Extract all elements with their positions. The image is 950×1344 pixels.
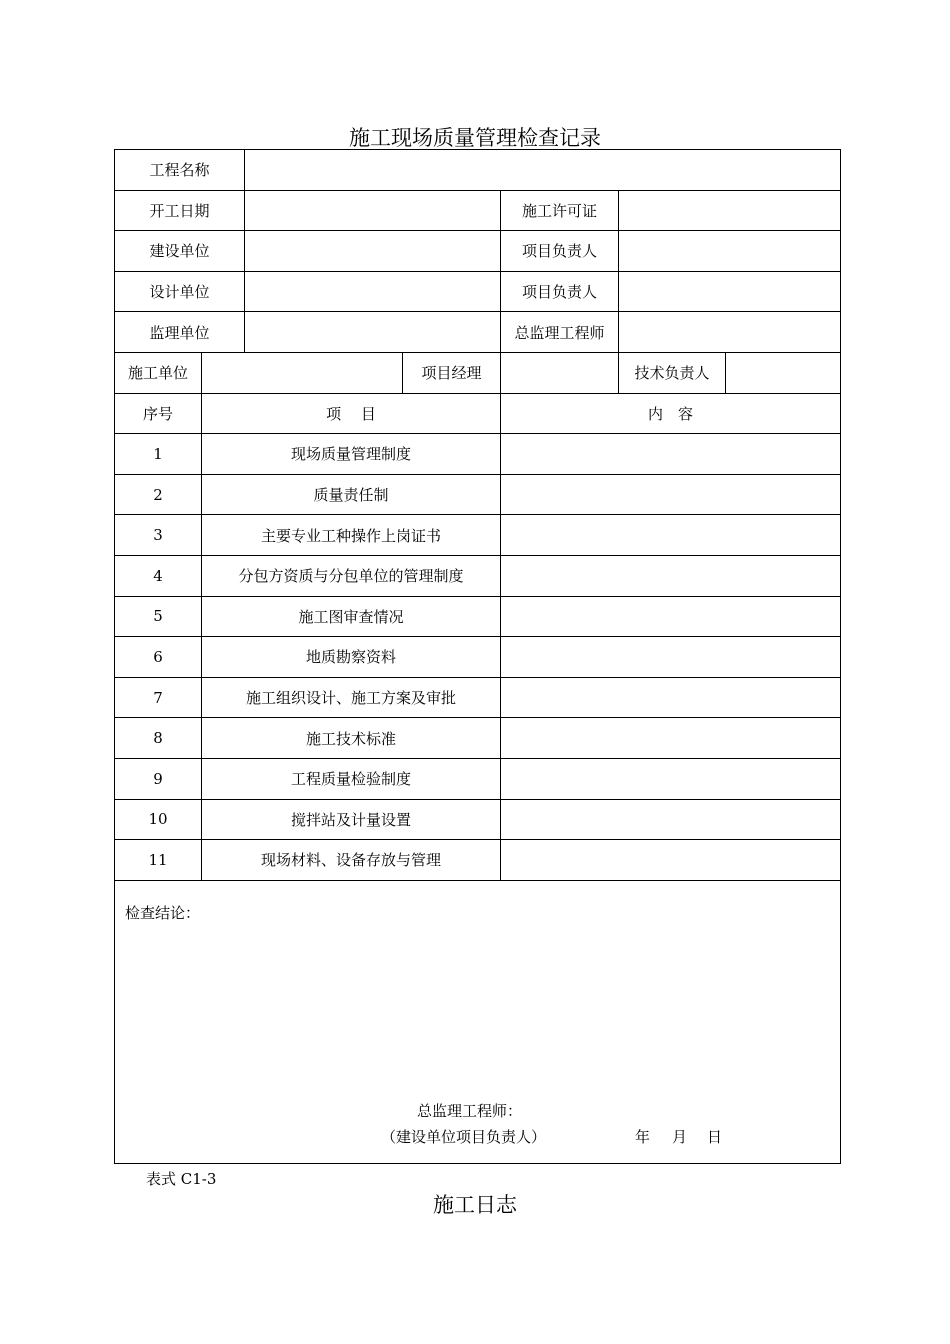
item-name: 搅拌站及计量设置 (202, 799, 501, 840)
project-manager-label: 项目经理 (403, 352, 501, 393)
table-row (115, 758, 841, 799)
owner-unit-field[interactable] (245, 231, 501, 272)
owner-manager-signature-label: （建设单位项目负责人） (381, 1127, 547, 1146)
item-content-field[interactable] (501, 840, 841, 881)
owner-manager-label: 项目负责人 (501, 231, 619, 272)
design-unit-field[interactable] (245, 271, 501, 312)
item-content-field[interactable] (501, 474, 841, 515)
project-name-field[interactable] (245, 150, 841, 191)
table-row (115, 596, 841, 637)
start-date-label: 开工日期 (115, 190, 245, 231)
row-project-name (115, 150, 841, 191)
table-row (115, 434, 841, 475)
chief-supervisor-field[interactable] (619, 312, 841, 353)
item-name: 主要专业工种操作上岗证书 (202, 515, 501, 556)
item-content-field[interactable] (501, 434, 841, 475)
date-day-label: 日 (707, 1127, 723, 1146)
row-column-headers (115, 393, 841, 434)
item-no: 1 (115, 434, 202, 475)
item-content-field[interactable] (501, 677, 841, 718)
supervision-unit-field[interactable] (245, 312, 501, 353)
item-no: 3 (115, 515, 202, 556)
item-name: 施工图审查情况 (202, 596, 501, 637)
col-item-header: 项 目 (202, 393, 501, 434)
tech-lead-label: 技术负责人 (619, 352, 726, 393)
item-no: 11 (115, 840, 202, 881)
item-content-field[interactable] (501, 758, 841, 799)
row-construction-unit (115, 352, 841, 393)
item-no: 6 (115, 637, 202, 678)
table-row (115, 555, 841, 596)
table-row (115, 718, 841, 759)
next-section-title: 施工日志 (433, 1193, 517, 1217)
item-content-field[interactable] (501, 596, 841, 637)
construction-unit-label: 施工单位 (115, 352, 202, 393)
item-name: 分包方资质与分包单位的管理制度 (202, 555, 501, 596)
signature-date (635, 1126, 722, 1147)
form-code: 表式 C1-3 (146, 1170, 217, 1188)
row-owner-unit (115, 231, 841, 272)
inspection-record-table (114, 149, 841, 1164)
item-no: 10 (115, 799, 202, 840)
owner-unit-label: 建设单位 (115, 231, 245, 272)
table-row (115, 677, 841, 718)
item-no: 5 (115, 596, 202, 637)
item-no: 7 (115, 677, 202, 718)
row-conclusion (115, 880, 841, 1163)
date-month-label: 月 (672, 1127, 688, 1146)
table-row (115, 637, 841, 678)
col-content-header: 内 容 (501, 393, 841, 434)
design-manager-field[interactable] (619, 271, 841, 312)
item-no: 8 (115, 718, 202, 759)
permit-field[interactable] (619, 190, 841, 231)
chief-supervisor-label: 总监理工程师 (501, 312, 619, 353)
project-manager-field[interactable] (501, 352, 619, 393)
item-no: 9 (115, 758, 202, 799)
permit-label: 施工许可证 (501, 190, 619, 231)
table-row (115, 474, 841, 515)
item-name: 现场质量管理制度 (202, 434, 501, 475)
item-name: 质量责任制 (202, 474, 501, 515)
start-date-field[interactable] (245, 190, 501, 231)
supervision-unit-label: 监理单位 (115, 312, 245, 353)
page-title: 施工现场质量管理检查记录 (349, 126, 601, 150)
item-content-field[interactable] (501, 637, 841, 678)
design-manager-label: 项目负责人 (501, 271, 619, 312)
table-row (115, 799, 841, 840)
item-content-field[interactable] (501, 515, 841, 556)
date-year-label: 年 (635, 1127, 651, 1146)
item-name: 施工组织设计、施工方案及审批 (202, 677, 501, 718)
item-name: 工程质量检验制度 (202, 758, 501, 799)
tech-lead-field[interactable] (726, 352, 841, 393)
item-content-field[interactable] (501, 799, 841, 840)
table-row (115, 840, 841, 881)
design-unit-label: 设计单位 (115, 271, 245, 312)
item-name: 地质勘察资料 (202, 637, 501, 678)
project-name-label: 工程名称 (115, 150, 245, 191)
conclusion-label: 检查结论： (125, 903, 201, 922)
item-no: 4 (115, 555, 202, 596)
chief-supervisor-signature-label: 总监理工程师： (417, 1101, 523, 1120)
row-start-date (115, 190, 841, 231)
row-supervision-unit (115, 312, 841, 353)
item-name: 施工技术标准 (202, 718, 501, 759)
construction-unit-field[interactable] (202, 352, 403, 393)
item-content-field[interactable] (501, 718, 841, 759)
col-no-header: 序号 (115, 393, 202, 434)
item-no: 2 (115, 474, 202, 515)
item-content-field[interactable] (501, 555, 841, 596)
item-name: 现场材料、设备存放与管理 (202, 840, 501, 881)
table-row (115, 515, 841, 556)
row-design-unit (115, 271, 841, 312)
conclusion-box[interactable] (115, 880, 841, 1163)
owner-manager-field[interactable] (619, 231, 841, 272)
